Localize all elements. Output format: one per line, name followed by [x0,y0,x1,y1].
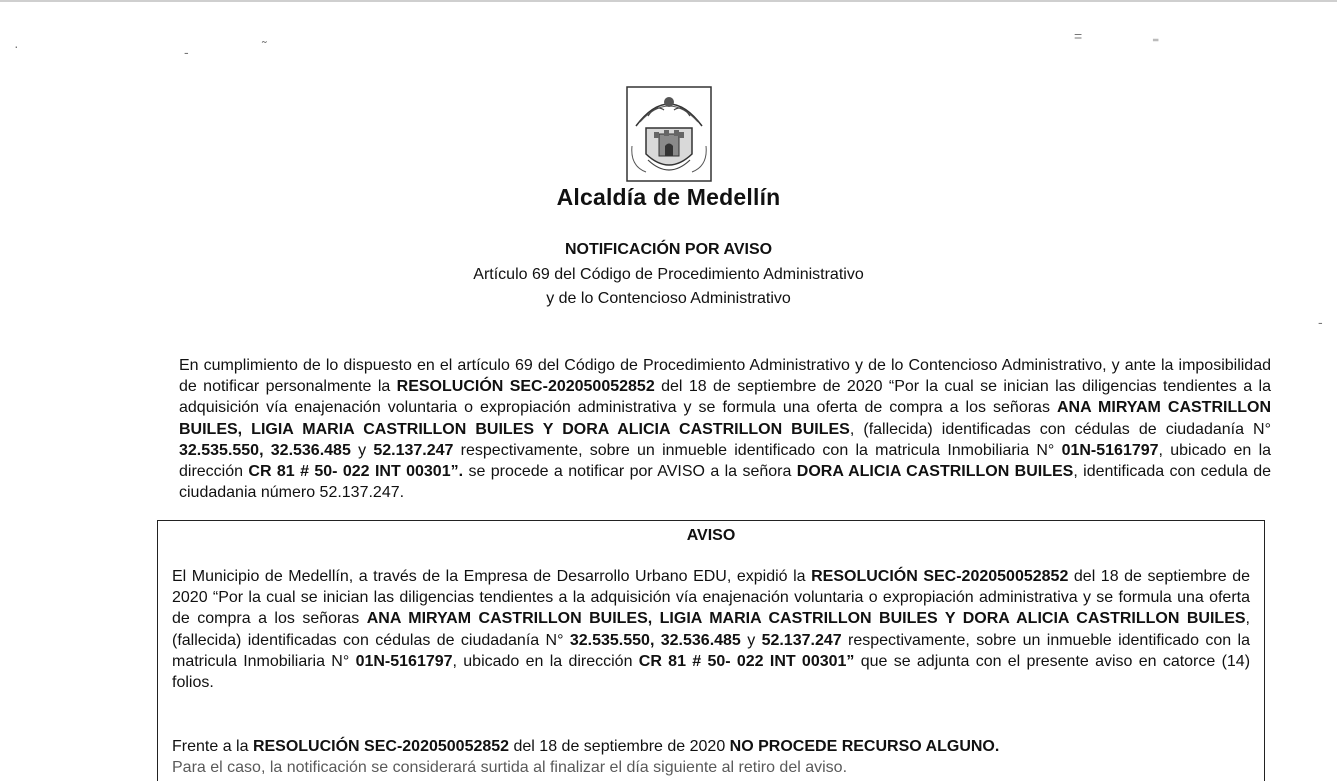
id-numbers: 32.535.550, 32.536.485 [569,631,741,649]
aviso-title: AVISO [686,527,736,544]
intro-text: respectivamente, sobre un inmueble identificado con la matricula Inmobiliaria N° [453,441,1062,459]
property-registration: 01N-5161797 [355,652,453,670]
scan-speck: - [1318,314,1323,330]
owner-names: ANA MIRYAM CASTRILLON BUILES, LIGIA MARIA CASTRILLON BUILES Y DORA ALICIA CASTRILLON BUILES [179,399,1271,438]
id-numbers: 32.535.550, 32.536.485 [179,441,351,459]
id-number: 52.137.247 [373,441,454,459]
intro-text: del 18 de septiembre de 2020 “Por la cual se inician las diligencias tendientes a la adquisición vía enajenación voluntaria o expropiación administrativa y se formula una oferta de compra a los señoras [179,378,1272,417]
intro-text: y [350,441,374,459]
aviso-text: respectivamente, sobre un inmueble identificado con la matricula Inmobiliaria N° [172,631,1250,670]
frente-text: Frente a la [172,738,253,755]
intro-text: , ubicado en la dirección [179,441,1272,481]
id-number: 52.137.247 [761,631,842,649]
intro-text: En cumplimiento de lo dispuesto en el artículo 69 del Código de Procedimiento Administrativo y de lo Contencioso Administrativo, y ante la imposibilidad de notificar personalmente la [179,357,1271,396]
coat-of-arms-icon [626,86,712,182]
intro-text: , (fallecida) identificadas con cédulas de ciudadanía N° [849,420,1271,438]
aviso-box [157,520,1265,781]
aviso-text: que se adjunta con el presente aviso en catorce (14) folios. [172,652,1251,692]
scan-top-edge [0,0,1337,2]
intro-text: , identificada con cedula de ciudadania número 52.137.247. [179,463,1272,502]
cut-off-text-line: Para el caso, la notificación se considerará surtida al finalizar el día siguiente al retiro del aviso. [172,759,848,776]
intro-text: se procede a notificar por AVISO a la señora [463,463,797,481]
notice-subtitle-line1: Artículo 69 del Código de Procedimiento Administrativo [473,266,864,283]
aviso-paragraph [172,566,1250,693]
aviso-text: , (fallecida) identificadas con cédulas de ciudadanía N° [172,610,1250,649]
scan-speck: = [1074,28,1083,44]
property-address: CR 81 # 50- 022 INT 00301”. [248,463,464,481]
notice-title: NOTIFICACIÓN POR AVISO [564,241,773,258]
no-appeal-statement [172,738,1250,756]
aviso-text: , ubicado en la dirección [452,652,639,670]
resolution-number: RESOLUCIÓN SEC-202050052852 [396,378,655,396]
scan-speck: - [184,44,189,60]
resolution-number: RESOLUCIÓN SEC-202050052852 [811,568,1069,585]
scan-speck: ˜ [262,38,267,54]
property-registration: 01N-5161797 [1061,441,1159,459]
notice-subtitle-line2: y de lo Contencioso Administrativo [546,290,791,307]
no-appeal-text: NO PROCEDE RECURSO ALGUNO. [729,738,1000,755]
intro-paragraph [179,355,1271,503]
frente-text: del 18 de septiembre de 2020 [509,738,730,755]
org-name: Alcaldía de Medellín [556,184,781,210]
scan-speck: ⁼ [1152,34,1160,50]
scan-speck: · [14,38,19,54]
resolution-number: RESOLUCIÓN SEC-202050052852 [252,738,510,755]
aviso-text: El Municipio de Medellín, a través de la Empresa de Desarrollo Urbano EDU, expidió la [172,568,812,585]
notified-person: DORA ALICIA CASTRILLON BUILES [796,463,1074,481]
owner-names: ANA MIRYAM CASTRILLON BUILES, LIGIA MARIA CASTRILLON BUILES Y DORA ALICIA CASTRILLON BUILES [366,610,1246,628]
property-address: CR 81 # 50- 022 INT 00301” [638,652,855,670]
aviso-text: del 18 de septiembre de 2020 “Por la cual se inician las diligencias tendientes a la adquisición vía enajenación voluntaria o expropiación administrativa y se formula una oferta de compra a los señoras [172,568,1250,628]
aviso-text: y [740,631,762,649]
